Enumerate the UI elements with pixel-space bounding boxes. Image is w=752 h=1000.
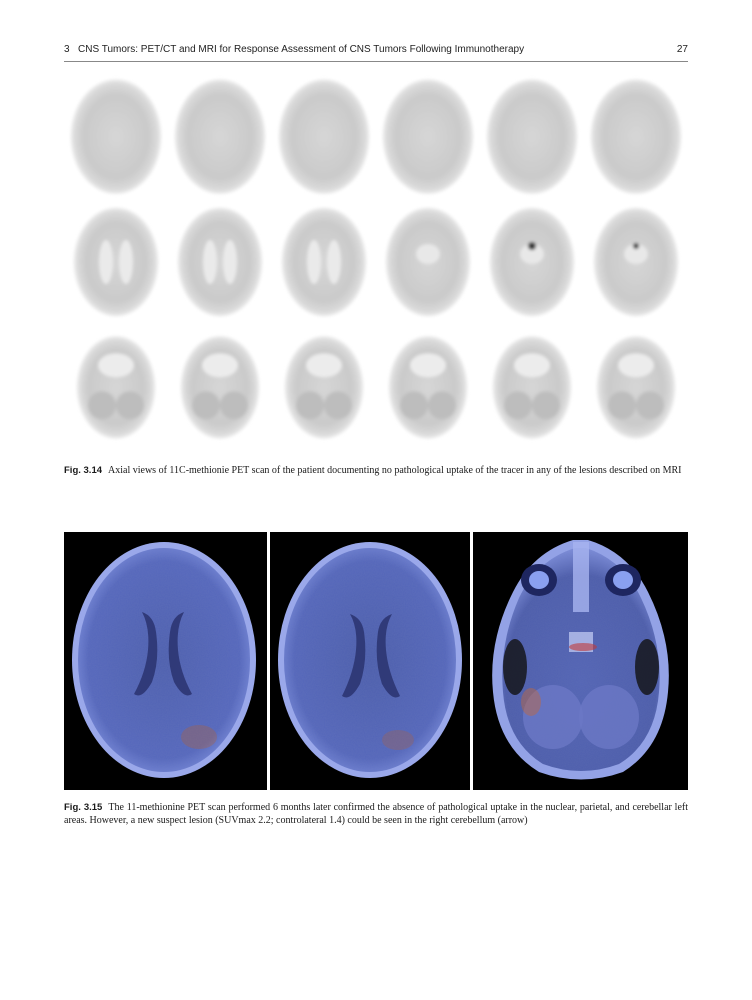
pet-slice (181, 336, 259, 438)
pet-slice (282, 208, 366, 316)
figure-3-14-label: Fig. 3.14 (64, 465, 103, 476)
pet-slice (279, 80, 369, 194)
pet-slice (386, 208, 470, 316)
pet-slice (493, 336, 571, 438)
fused-axial-ventricles-icon (64, 532, 267, 790)
running-head (64, 44, 688, 60)
pet-slice (285, 336, 363, 438)
fused-axial-ventricles-icon (270, 532, 470, 790)
pet-slice (77, 336, 155, 438)
page-number: 27 (676, 44, 688, 55)
pet-slice (591, 80, 681, 194)
pet-slice (175, 80, 265, 194)
pet-slice (71, 80, 161, 194)
fused-pet-mri-row (64, 532, 688, 790)
figure-3-14-caption (64, 464, 688, 477)
pet-slice (597, 336, 675, 438)
pet-slice (594, 208, 678, 316)
figure-3-15-caption (64, 801, 688, 827)
pet-slice (383, 80, 473, 194)
fused-axial-posterior-fossa-icon (473, 532, 688, 790)
pet-slice-grid-image (64, 74, 688, 450)
pet-slice (487, 80, 577, 194)
running-head-title: CNS Tumors: PET/CT and MRI for Response Assessment of CNS Tumors Following Immunotherapy (78, 44, 525, 55)
pet-slices (71, 80, 681, 439)
fused-panel-1 (64, 532, 267, 790)
chapter-number: 3 (64, 44, 70, 55)
pet-slice (74, 208, 158, 316)
figure-3-15-label: Fig. 3.15 (64, 802, 103, 813)
fused-panel-2 (270, 532, 470, 790)
pet-slice (178, 208, 262, 316)
fused-panel-3 (473, 532, 688, 790)
figure-3-15-text: The 11-methionine PET scan performed 6 months later confirmed the absence of pathological uptake in the nuclear, parietal, and cerebellar left areas. However, a new suspect lesion (SUVmax 2.2; controlateral 1.4) could be seen in the right cerebellum (arrow) (64, 802, 689, 826)
pet-slice (490, 208, 574, 316)
pet-slice-grid (64, 74, 688, 450)
pet-slice (389, 336, 467, 438)
header-rule (64, 61, 688, 62)
figure-3-14-text: Axial views of 11C-methionie PET scan of the patient documenting no pathological uptake of the tracer in any of the lesions described on MRI (108, 465, 682, 476)
